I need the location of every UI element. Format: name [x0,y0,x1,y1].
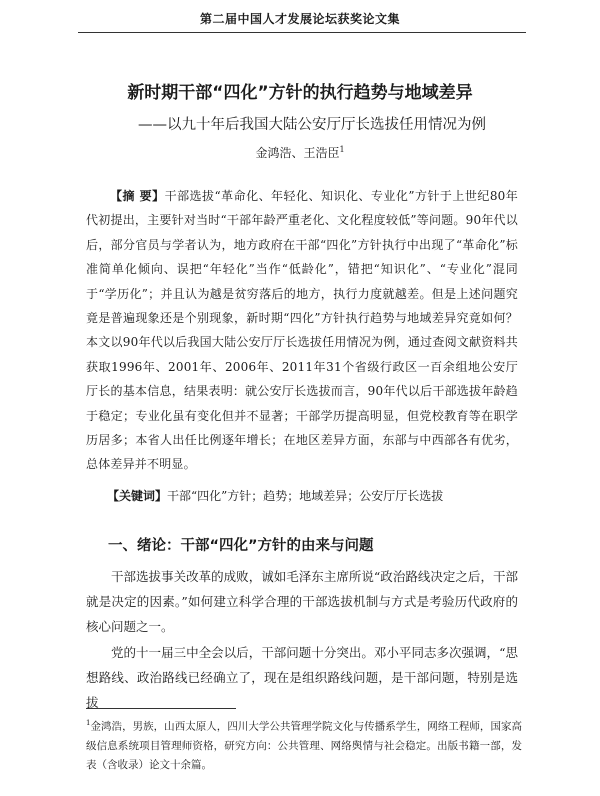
authors-line [0,144,600,161]
abstract-text: 干部选拔“革命化、年轻化、知识化、专业化”方针于上世纪80年代初提出，主要针对当时“干部年龄严重老化、文化程度较低”等问题。90年代以后，部分官员与学者认为，地方政府在干部“四化”方针执行中出现了“革命化”标准简单化倾向、误把“年轻化”当作“低龄化”，错把“知识化”、“专业化”混同于“学历化”；并且认为越是贫穷落后的地方，执行力度就越差。但是上述问题究竟是普遍现象还是个别现象，新时期“四化”方针执行趋势与地域差异究竟如何？本文以90年代以后我国大陆公安厅厅长选拔任用情况为例，通过查阅文献资料共获取1996年、2001年、2006年、2011年31个省级行政区一百余组地公安厅厅长的基本信息，结果表明：就公安厅长选拔而言，90年代以后干部选拔年龄趋于稳定；专业化虽有变化但并不显著；干部学历提高明显，但党校教育等在职学历居多；本省人出任比例逐年增长；在地区差异方面，东部与中西部各有优劣，总体差异并不明显。 [86,189,518,472]
author-note-mark: 1 [339,145,345,154]
paper-subtitle: ——以九十年后我国大陆公安厅厅长选拔任用情况为例 [138,117,486,133]
paper-title: 新时期干部“四化”方针的执行趋势与地域差异 [127,83,473,103]
body-paragraph: 干部选拔事关改革的成败，诚如毛泽东主席所说“政治路线决定之后，干部就是决定的因素。”如何建立科学合理的干部选拔机制与方式是考验历代政府的核心问题之一。 [86,569,518,634]
keywords [107,487,443,504]
footnote-mark: 1 [86,719,91,727]
body-paragraph: 党的十一届三中全会以后，干部问题十分突出。邓小平同志多次强调，“思想路线、政治路线已经确立了，现在是组织路线问题，是干部问题，特别是选拔 [86,645,518,710]
footnote-rule [86,708,236,709]
abstract-label: 【摘 要】 [110,189,165,203]
section-heading: 一、绪论：干部“四化”方针的由来与问题 [108,538,374,554]
keywords-label: 【关键词】 [107,489,168,503]
header-rule [78,32,526,33]
keywords-text: 干部“四化”方针；趋势；地域差异；公安厅厅长选拔 [167,489,444,503]
author-names: 金鸿浩、王浩臣 [255,146,340,160]
running-header: 第二届中国人才发展论坛获奖论文集 [199,12,400,26]
footnote [86,714,522,775]
footnote-text: 金鸿浩，男族，山西太原人，四川大学公共管理学院文化与传播系学生，网络工程师，国家高级信息系统项目管理师资格，研究方向：公共管理、网络舆情与社会稳定。出版书籍一部，发表（含收录）论文十余篇。 [86,720,522,771]
abstract [86,184,518,477]
